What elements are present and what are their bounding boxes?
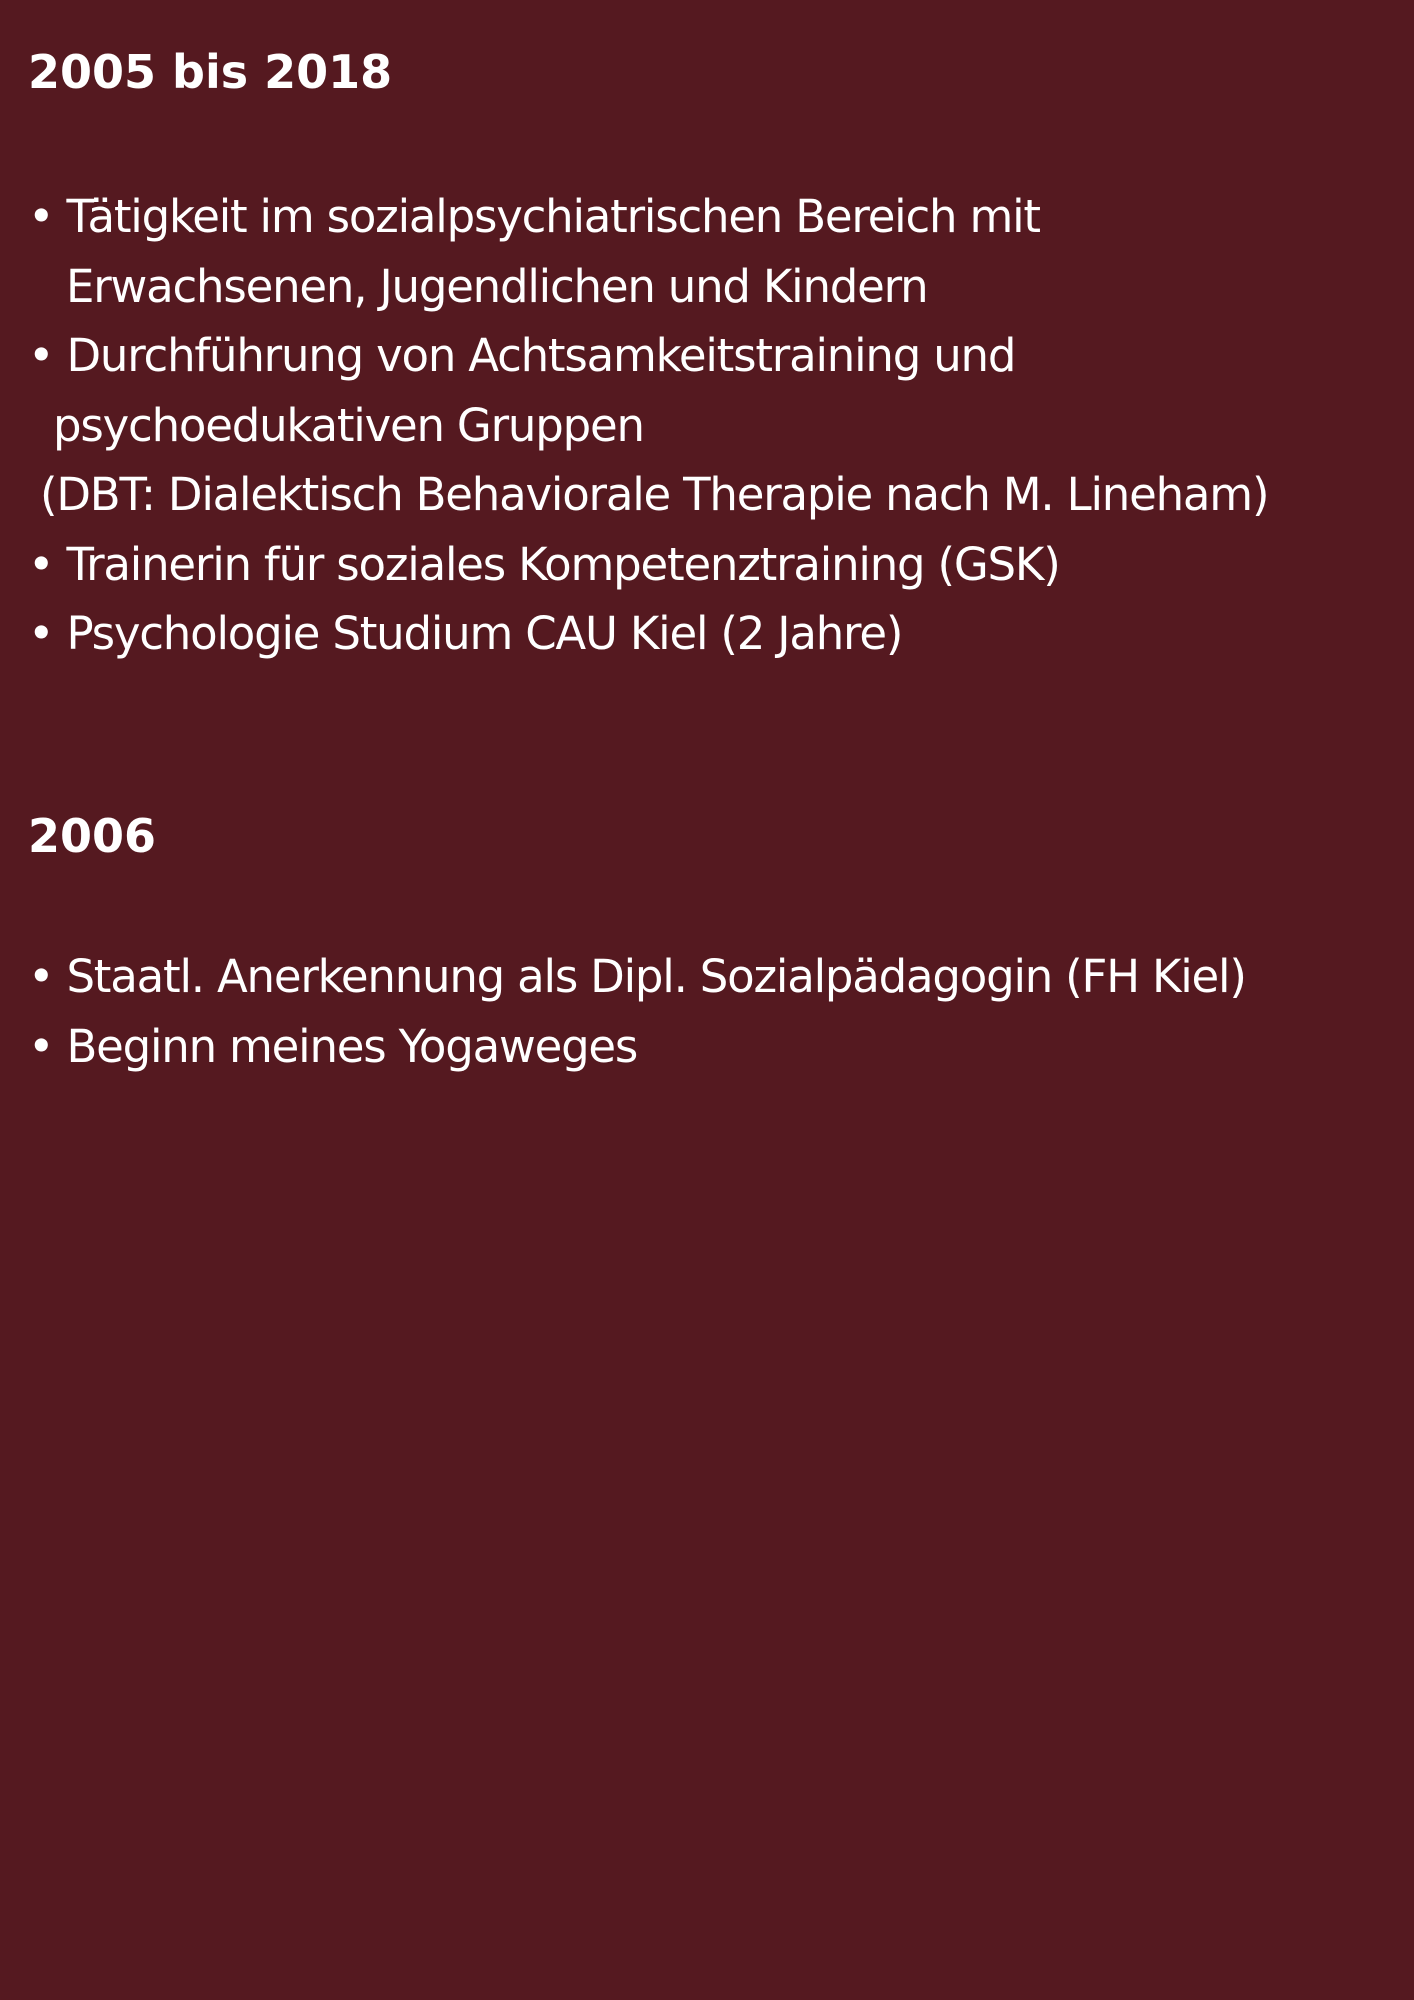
timeline-section-2005-2018 xyxy=(28,42,1408,660)
list-item: • Trainerin für soziales Kompetenztraining (GSK) xyxy=(28,537,1060,591)
list-item: • Beginn meines Yogaweges xyxy=(28,1019,638,1073)
list-item: • Staatl. Anerkennung als Dipl. Sozialpädagogin (FH Kiel) xyxy=(28,950,1246,1003)
list-item-continuation: psychoedukativen Gruppen xyxy=(53,398,644,452)
section-heading: 2006 xyxy=(28,809,157,863)
list-item: • Tätigkeit im sozialpsychiatrischen Bereich mit xyxy=(28,190,1040,243)
list-item: • Psychologie Studium CAU Kiel (2 Jahre) xyxy=(28,607,903,660)
section-list xyxy=(28,942,1408,1081)
section-list xyxy=(28,182,1408,669)
list-item-continuation: (DBT: Dialektisch Behaviorale Therapie nach M. Lineham) xyxy=(40,468,1269,521)
list-item: • Durchführung von Achtsamkeitstraining und xyxy=(28,329,1016,382)
timeline-section-2006 xyxy=(28,806,1408,1073)
section-heading: 2005 bis 2018 xyxy=(28,45,393,99)
list-item-continuation: Erwachsenen, Jugendlichen und Kindern xyxy=(66,259,928,313)
